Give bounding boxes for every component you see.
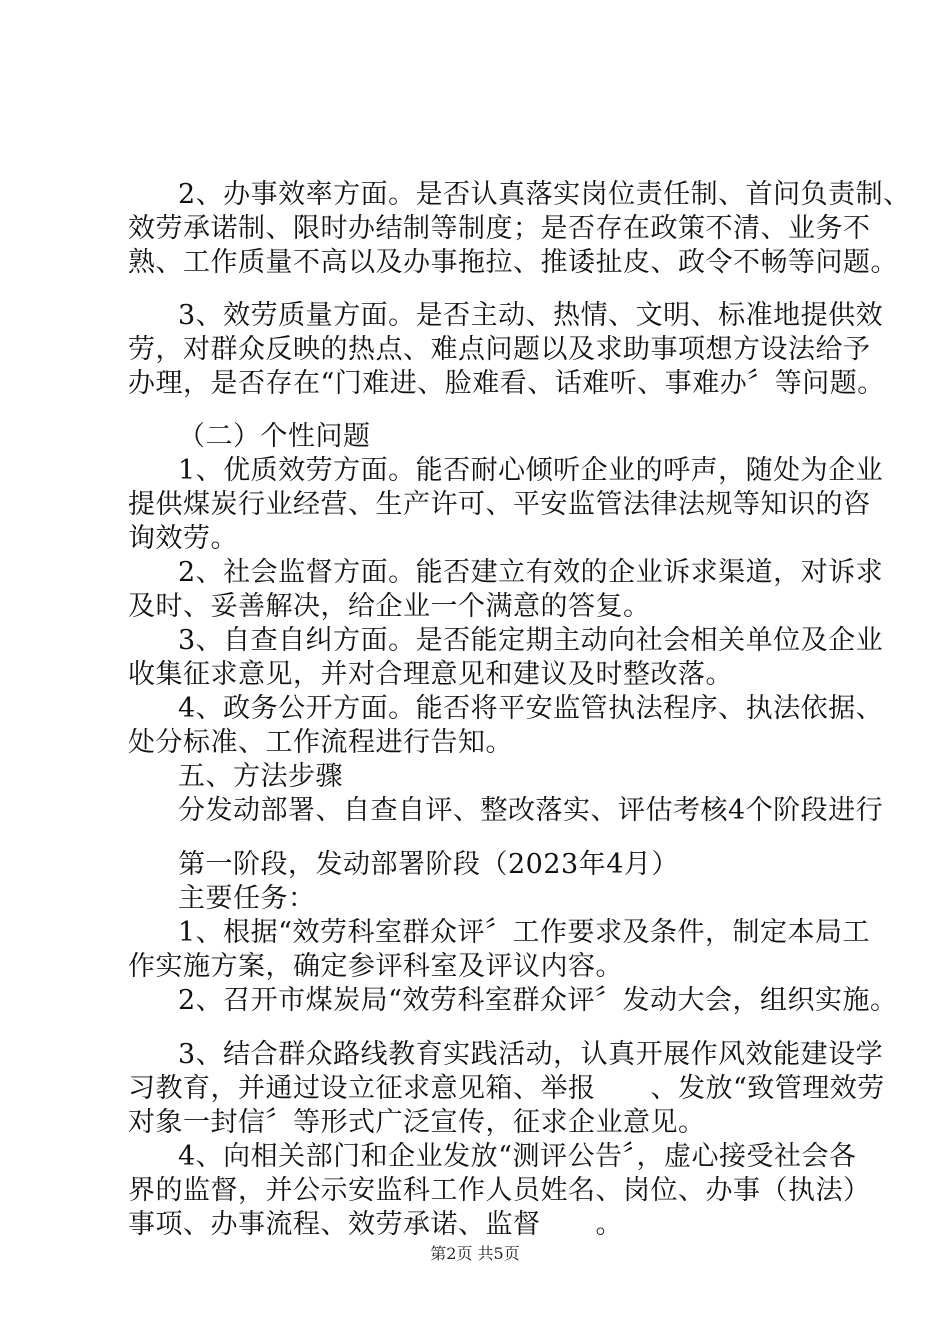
paragraph-line: 作实施方案，确定参评科室及评议内容。 bbox=[128, 951, 623, 982]
paragraph-line: 4、向相关部门和企业发放“测评公告〞，虚心接受社会各 bbox=[178, 1141, 857, 1172]
stage-heading: 第一阶段，发动部署阶段（2023年4月） bbox=[178, 849, 679, 880]
paragraph-line: 2、办事效率方面。是否认真落实岗位责任制、首问负责制、 bbox=[178, 179, 911, 210]
paragraph-line: 2、召开市煤炭局“效劳科室群众评〞发动大会，组织实施。 bbox=[178, 985, 898, 1016]
paragraph-line: 2、社会监督方面。能否建立有效的企业诉求渠道，对诉求 bbox=[178, 557, 884, 588]
paragraph-line: 4、政务公开方面。能否将平安监管执法程序、执法依据、 bbox=[178, 693, 884, 724]
paragraph-line: 询效劳。 bbox=[128, 523, 238, 554]
paragraph-line: 主要任务： bbox=[178, 883, 316, 914]
page-number: 第2页 共5页 bbox=[430, 1244, 520, 1263]
paragraph-line: 熟、工作质量不高以及办事拖拉、推诿扯皮、政令不畅等问题。 bbox=[128, 247, 898, 278]
paragraph-line: 劳，对群众反映的热点、难点问题以及求助事项想方设法给予 bbox=[128, 334, 871, 365]
paragraph-line: 3、自查自纠方面。是否能定期主动向社会相关单位及企业 bbox=[178, 625, 884, 656]
paragraph-line: 及时、妥善解决，给企业一个满意的答复。 bbox=[128, 591, 651, 622]
paragraph-line: 3、效劳质量方面。是否主动、热情、文明、标准地提供效 bbox=[178, 300, 884, 331]
section-heading: （二）个性问题 bbox=[178, 421, 371, 452]
paragraph-line: 办理，是否存在“门难进、脸难看、话难听、事难办〞等问题。 bbox=[128, 368, 885, 399]
paragraph-line: 处分标准、工作流程进行告知。 bbox=[128, 727, 513, 758]
paragraph-line: 3、结合群众路线教育实践活动，认真开展作风效能建设学 bbox=[178, 1039, 884, 1070]
paragraph-line: 习教育，并通过设立征求意见箱、举报 、发放“致管理效劳 bbox=[128, 1073, 885, 1104]
paragraph-line: 1、优质效劳方面。能否耐心倾听企业的呼声，随处为企业 bbox=[178, 455, 884, 486]
paragraph-line: 分发动部署、自查自评、整改落实、评估考核4个阶段进行 bbox=[178, 795, 884, 826]
paragraph-line: 事项、办事流程、效劳承诺、监督 。 bbox=[128, 1209, 623, 1240]
paragraph-line: 提供煤炭行业经营、生产许可、平安监管法律法规等知识的咨 bbox=[128, 489, 871, 520]
paragraph-line: 1、根据“效劳科室群众评〞工作要求及条件，制定本局工 bbox=[178, 917, 870, 948]
section-heading: 五、方法步骤 bbox=[178, 761, 343, 792]
paragraph-line: 对象一封信〞等形式广泛宣传，征求企业意见。 bbox=[128, 1107, 706, 1138]
paragraph-line: 收集征求意见，并对合理意见和建议及时整改落。 bbox=[128, 659, 733, 690]
paragraph-line: 界的监督，并公示安监科工作人员姓名、岗位、办事（执法） bbox=[128, 1175, 871, 1206]
paragraph-line: 效劳承诺制、限时办结制等制度；是否存在政策不清、业务不 bbox=[128, 213, 871, 244]
